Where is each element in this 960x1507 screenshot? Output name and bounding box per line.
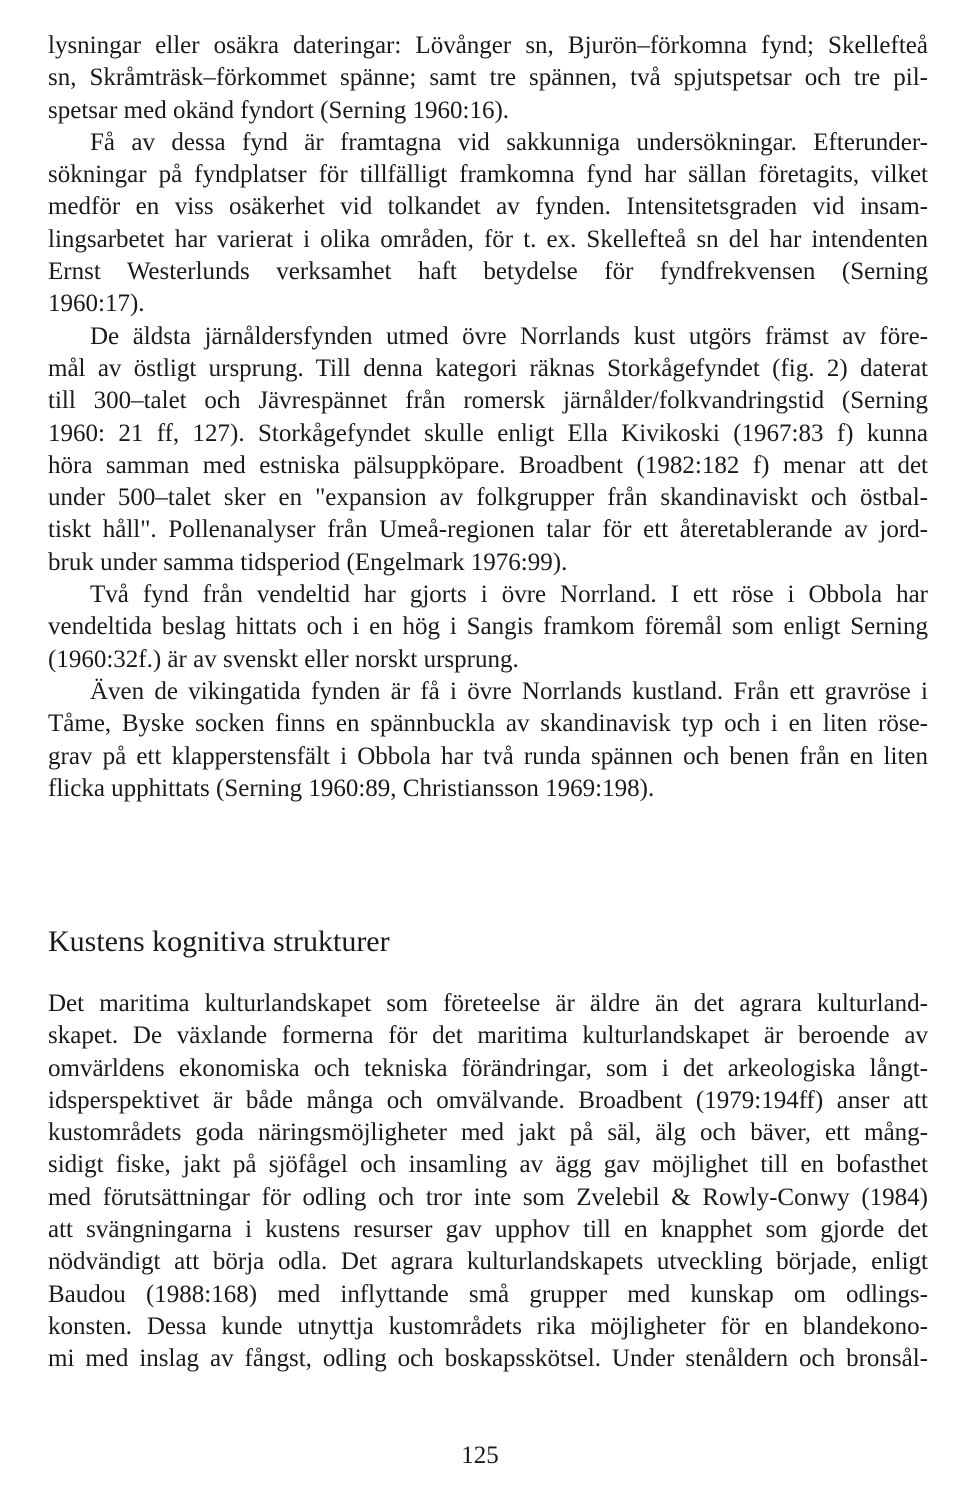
text-line: sökningar på fyndplatser för tillfälligt framkomna fynd har sällan företagits, vilket bbox=[48, 161, 928, 189]
text-line: Tåme, Byske socken finns en spännbuckla av skandinavisk typ och i en liten röse- bbox=[48, 710, 928, 738]
text-line: Två fynd från vendeltid har gjorts i övre Norrland. I ett röse i Obbola har bbox=[90, 581, 928, 609]
text-line: skapet. De växlande formerna för det maritima kulturlandskapet är beroende av bbox=[48, 1022, 928, 1050]
text-line: omvärldens ekonomiska och tekniska förändringar, som i det arkeologiska långt- bbox=[48, 1054, 928, 1082]
text-line: konsten. Dessa kunde utnyttja kustområdets rika möjligheter för en blandekono- bbox=[48, 1312, 928, 1340]
text-line: att svängningarna i kustens resurser gav upphov till en knapphet som gjorde det bbox=[48, 1216, 928, 1244]
text-line: höra samman med estniska pälsuppköpare. Broadbent (1982:182 f) menar att det bbox=[48, 451, 928, 479]
text-line: kustområdets goda näringsmöjligheter med jakt på säl, älg och bäver, ett mång- bbox=[48, 1119, 928, 1147]
text-line: spetsar med okänd fyndort (Serning 1960:16). bbox=[48, 96, 510, 124]
text-line: flicka upphittats (Serning 1960:89, Christiansson 1969:198). bbox=[48, 774, 655, 802]
text-line: nödvändigt att börja odla. Det agrara kulturlandskapets utveckling började, enligt bbox=[48, 1248, 928, 1276]
text-line: Det maritima kulturlandskapet som företeelse är äldre än det agrara kulturland- bbox=[48, 990, 928, 1017]
body-text-section-1 bbox=[48, 30, 928, 805]
text-line: med förutsättningar för odling och tror inte som Zvelebil & Rowly-Conwy (1984) bbox=[48, 1183, 928, 1211]
page-number: 125 bbox=[461, 1442, 499, 1469]
text-line: sn, Skråmträsk–förkommet spänne; samt tre spännen, två spjutspetsar och tre pil- bbox=[48, 64, 928, 92]
text-line: (1960:32f.) är av svenskt eller norskt ursprung. bbox=[48, 645, 519, 673]
text-line: idsperspektivet är både många och omvälvande. Broadbent (1979:194ff) anser att bbox=[48, 1086, 928, 1114]
text-line: bruk under samma tidsperiod (Engelmark 1976:99). bbox=[48, 548, 568, 576]
text-line: sidigt fiske, jakt på sjöfågel och insamling av ägg gav möjlighet till en bofasthet bbox=[48, 1151, 928, 1179]
text-line: mi med inslag av fångst, odling och boskapsskötsel. Under stenåldern och bronsål- bbox=[48, 1345, 928, 1373]
text-line: Få av dessa fynd är framtagna vid sakkunniga undersökningar. Efterunder- bbox=[90, 128, 928, 156]
section-heading: Kustens kognitiva strukturer bbox=[48, 925, 390, 958]
text-line: grav på ett klapperstensfält i Obbola har två runda spännen och benen från en liten bbox=[48, 742, 928, 770]
text-line: Även de vikingatida fynden är få i övre Norrlands kustland. Från ett gravröse i bbox=[90, 677, 928, 705]
text-line: vendeltida beslag hittats och i en hög i Sangis framkom föremål som enligt Serning bbox=[48, 613, 928, 641]
text-line: till 300–talet och Jävrespännet från romersk järnålder/folkvandringstid (Serning bbox=[48, 387, 928, 415]
text-line: Ernst Westerlunds verksamhet haft betydelse för fyndfrekvensen (Serning bbox=[48, 258, 928, 286]
text-line: under 500–talet sker en "expansion av folkgrupper från skandinaviskt och östbal- bbox=[48, 484, 928, 512]
text-line: 1960:17). bbox=[48, 290, 145, 318]
text-line: 1960: 21 ff, 127). Storkågefyndet skulle enligt Ella Kivikoski (1967:83 f) kunna bbox=[48, 419, 928, 447]
text-line: medför en viss osäkerhet vid tolkandet av fynden. Intensitetsgraden vid insam- bbox=[48, 193, 928, 221]
text-line: Baudou (1988:168) med inflyttande små grupper med kunskap om odlings- bbox=[48, 1280, 928, 1308]
text-line: mål av östligt ursprung. Till denna kategori räknas Storkågefyndet (fig. 2) daterat bbox=[48, 354, 928, 382]
body-text-section-2 bbox=[48, 988, 928, 1376]
text-line: tiskt håll". Pollenanalyser från Umeå-regionen talar för ett återetablerande av jord- bbox=[48, 516, 928, 544]
text-line: lysningar eller osäkra dateringar: Lövånger sn, Bjurön–förkomna fynd; Skellefteå bbox=[48, 32, 928, 59]
text-line: lingsarbetet har varierat i olika områden, för t. ex. Skellefteå sn del har intendenten bbox=[48, 225, 928, 253]
text-line: De äldsta järnåldersfynden utmed övre Norrlands kust utgörs främst av före- bbox=[90, 322, 928, 350]
